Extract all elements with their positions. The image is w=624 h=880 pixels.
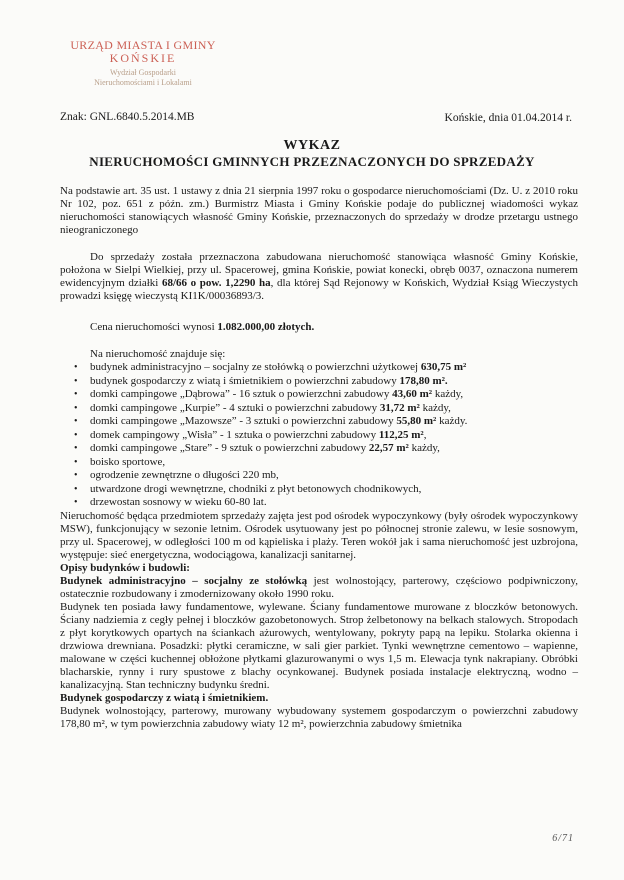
item-text: ogrodzenie zewnętrzne o długości 220 mb, [90, 469, 279, 481]
stamp-line-4: Nieruchomościami i Lokalami [94, 78, 192, 87]
place-date: Końskie, dnia 01.04.2014 r. [444, 112, 572, 124]
item-text: domki campingowe „Mazowsze” - 3 sztuki o powierzchni zabudowy [90, 415, 397, 427]
main-paragraph [60, 251, 578, 303]
list-item [90, 402, 578, 416]
item-suffix: każdy. [436, 415, 468, 427]
parcel-info: 68/66 o pow. 1,2290 ha [161, 277, 271, 289]
item-text: budynek administracyjno – socjalny ze stołówką o powierzchni użytkowej [90, 361, 421, 373]
item-value: 55,80 m² [396, 415, 437, 427]
list-item [90, 469, 578, 483]
item-text: utwardzone drogi wewnętrzne, chodniki z płyt betonowych chodnikowych, [90, 482, 422, 495]
page-mark: 6/71 [552, 833, 574, 844]
item-value: 31,72 m² [379, 401, 420, 414]
features-lead: Na nieruchomość znajduje się: [90, 348, 226, 360]
item-text: drzewostan sosnowy w wieku 60-80 lat. [90, 496, 267, 508]
item-text: boisko sportowe, [90, 455, 166, 468]
stamp-line-2: KOŃSKIE [109, 51, 177, 65]
descriptions-heading: Opisy budynków i budowli: [60, 561, 190, 574]
list-item [90, 456, 578, 470]
features-list [60, 361, 578, 510]
price-value: 1.082.000,00 złotych. [217, 321, 315, 333]
list-item [90, 483, 578, 497]
list-item [90, 375, 578, 389]
price-paragraph [60, 321, 578, 334]
intro-paragraph: Na podstawie art. 35 ust. 1 ustawy z dnia 21 sierpnia 1997 roku o gospodarce nieruchomościami (Dz. U. z 2010 roku Nr 102, poz. 651 z późn. zm.) Burmistrz Miasta i Gminy Końskie podaje do publicznej wiadomości wykaz nieruchomości stanowiących własność Gminy Końskie, przeznaczonych do sprzedaży w drodze przetargu ustnego nieograniczonego [60, 185, 578, 236]
admin-building-heading: Budynek administracyjno – socjalny ze stołówką [60, 574, 308, 587]
document-body [60, 185, 578, 731]
price-label: Cena nieruchomości wynosi [90, 321, 218, 333]
item-suffix: każdy, [432, 388, 464, 400]
item-value: 43,60 m² [392, 388, 433, 400]
admin-building-text: jest wolnostojący, parterowy, częściowo podpiwniczony, ostatecznie rozbudowany i zmodernizowany około 1990 roku. [60, 574, 578, 600]
list-item [90, 361, 578, 375]
stamp-line-1: URZĄD MIASTA I GMINY [70, 38, 216, 52]
location-note: Nieruchomość będąca przedmiotem sprzedaży zajęta jest pod ośrodek wypoczynkowy (były ośrodek wypoczynkowy MSW), funkcjonujący w sezonie letnim. Ośrodek usytuowany jest po północnej stronie zalewu, w lesie sosnowym, przy ul. Spacerowej, w odległości 100 m od kąpieliska i plaży. Teren wokół jak i sama nieruchomość jest uzbrojona, występuje: sieć energetyczna, wodociągowa, kanalizacji sanitarnej. [60, 509, 578, 561]
list-item [90, 496, 578, 510]
item-suffix: , [423, 428, 427, 441]
item-value: 112,25 m² [378, 428, 424, 441]
document-subtitle: NIERUCHOMOŚCI GMINNYCH PRZEZNACZONYCH DO SPRZEDAŻY [89, 154, 535, 169]
item-text: domki campingowe „Dąbrowa” - 16 sztuk o powierzchni zabudowy [90, 388, 393, 400]
item-value: 630,75 m² [420, 361, 467, 373]
item-value: 22,57 m² [368, 442, 409, 454]
document-title: WYKAZ [283, 138, 341, 153]
main-text-a: Do sprzedaży została przeznaczona zabudowana nieruchomość stanowiąca własność Gminy Końskie, położona w Sielpi Wielkiej, przy ul. Spacerowej, gmina Końskie, powiat konecki, obręb 0037, oznaczona numerem ewidencyjnym działki [60, 251, 578, 289]
utility-building-heading: Budynek gospodarczy z wiatą i śmietnikiem. [60, 691, 269, 704]
admin-building-details: Budynek ten posiada ławy fundamentowe, wylewane. Ściany fundamentowe murowane z bloczków betonowych. Ściany nadziemia z cegły pełnej i bloczków gazobetonowych. Strop żelbetonowy na belkach stalowych. Stropodach z płyt korytkowych opartych na ściankach ażurowych, wentylowany, pokryty papą na lepiku. Stolarka okienna i drzwiowa drewniana. Posadzki: płytki ceramiczne, w sali gier parkiet. Tynki wewnętrzne cementowo – wapienne, malowane w części kuchennej obłożone płytkami glazurowanymi o wys 1,5 m. Elewacja tynk nakrapiany. Obróbki blacharskie, rynny i rury spustowe z blachy ocynkowanej. Budynek posiada instalacje elektryczną, wodno – kanalizacyjną. Stan techniczny budynku średni. [60, 600, 578, 691]
admin-building-paragraph [60, 575, 578, 601]
main-text-c: , dla której Sąd Rejonowy w Końskich, Wydział Ksiąg Wieczystych prowadzi księgę wieczystą KI1K/00036893/3. [60, 277, 578, 302]
list-item [90, 442, 578, 456]
item-text: domek campingowy „Wisła” - 1 sztuka o powierzchni zabudowy [90, 428, 379, 441]
list-item [90, 415, 578, 429]
item-value: 178,80 m². [399, 374, 448, 387]
item-text: budynek gospodarczy z wiatą i śmietnikiem o powierzchni zabudowy [90, 374, 400, 387]
item-text: domki campingowe „Stare” - 9 sztuk o powierzchni zabudowy [90, 442, 369, 454]
stamp-line-3: Wydział Gospodarki [110, 68, 176, 77]
item-suffix: każdy, [419, 401, 451, 414]
item-suffix: każdy, [408, 442, 440, 454]
utility-building-text: Budynek wolnostojący, parterowy, murowany wybudowany systemem gospodarczym o powierzchni zabudowy 178,80 m², w tym powierzchnia zabudowy wiaty 12 m², powierzchnia zabudowy śmietnika [60, 704, 578, 730]
office-stamp [58, 38, 228, 88]
list-item [90, 429, 578, 443]
item-text: domki campingowe „Kurpie” - 4 sztuki o powierzchni zabudowy [90, 401, 380, 414]
reference-number: Znak: GNL.6840.5.2014.MB [60, 111, 195, 123]
list-item [90, 388, 578, 402]
